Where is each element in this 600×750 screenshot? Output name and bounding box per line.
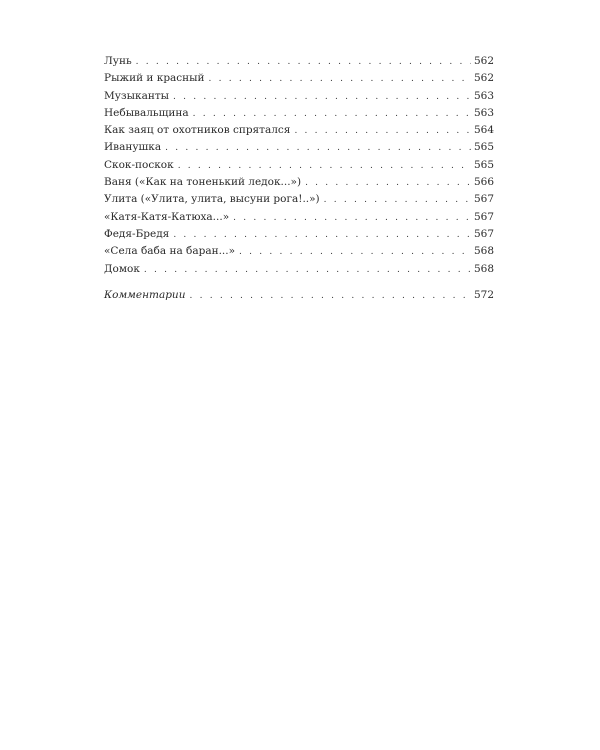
toc-entry-title: Как заяц от охотников спрятался xyxy=(104,124,291,137)
toc-entry-page: 568 xyxy=(473,245,494,258)
toc-entry[interactable] xyxy=(104,174,494,191)
toc-dot-leader xyxy=(189,288,471,305)
toc-entry-title: Домок xyxy=(104,262,140,275)
toc-dot-leader xyxy=(173,227,471,244)
toc-dot-leader xyxy=(136,54,471,71)
toc-entry-title: Рыжий и красный xyxy=(104,72,205,85)
toc-entry[interactable] xyxy=(104,122,494,139)
toc-entry-page: 567 xyxy=(473,227,494,240)
toc-entry[interactable] xyxy=(104,70,494,87)
toc-dot-leader xyxy=(173,89,471,106)
toc-entry-page: 562 xyxy=(473,72,494,85)
toc-entry-page: 567 xyxy=(473,210,494,223)
toc-entry-title: Ваня («Как на тоненький ледок...») xyxy=(104,176,302,189)
toc-entry-page: 565 xyxy=(473,141,494,154)
toc-entry-commentary[interactable] xyxy=(104,287,494,304)
toc-entry-page: 566 xyxy=(473,176,494,189)
toc-entry-page: 562 xyxy=(473,55,494,67)
toc-dot-leader xyxy=(193,106,471,123)
toc-entry-title: Комментарии xyxy=(104,288,186,301)
toc-entry-page: 568 xyxy=(473,262,494,275)
toc-entry-page: 567 xyxy=(473,193,494,206)
toc-dot-leader xyxy=(305,175,471,192)
toc-dot-leader xyxy=(233,210,471,227)
toc-entry[interactable] xyxy=(104,261,494,278)
toc-entry-title: Улита («Улита, улита, высуни рога!..») xyxy=(104,193,320,206)
toc-dot-leader xyxy=(294,123,471,140)
toc-entry[interactable] xyxy=(104,105,494,122)
toc-entry-title: «Села баба на баран...» xyxy=(104,245,236,258)
toc-entry-page: 563 xyxy=(473,106,494,119)
toc-entry[interactable] xyxy=(104,226,494,243)
toc-entry-title: Музыканты xyxy=(104,89,169,102)
toc-entry-title: Скок-поскок xyxy=(104,158,174,171)
toc-entry[interactable] xyxy=(104,139,494,156)
toc-entry-page: 564 xyxy=(473,124,494,137)
toc-entry-page: 572 xyxy=(473,288,494,301)
toc-dot-leader xyxy=(178,158,471,175)
toc-entry-page: 565 xyxy=(473,158,494,171)
toc-entry[interactable] xyxy=(104,209,494,226)
toc-entry[interactable] xyxy=(104,243,494,260)
toc-entry[interactable] xyxy=(104,191,494,208)
toc-entry-title: Лунь xyxy=(104,55,132,67)
toc-entry-title: Федя-Бредя xyxy=(104,227,170,240)
toc-dot-leader xyxy=(324,192,471,209)
toc-dot-leader xyxy=(144,262,471,279)
toc-entry[interactable] xyxy=(104,53,494,70)
toc-entry-title: Иванушка xyxy=(104,141,162,154)
toc-entry[interactable] xyxy=(104,88,494,105)
toc-entry[interactable] xyxy=(104,157,494,174)
toc-entry-title: «Катя-Катя-Катюха...» xyxy=(104,210,230,223)
toc-dot-leader xyxy=(239,244,471,261)
toc-section-gap xyxy=(104,278,494,287)
table-of-contents xyxy=(104,53,494,304)
toc-entry-title: Небывальщина xyxy=(104,106,189,119)
toc-dot-leader xyxy=(165,140,471,157)
toc-dot-leader xyxy=(209,71,471,88)
toc-entry-page: 563 xyxy=(473,89,494,102)
